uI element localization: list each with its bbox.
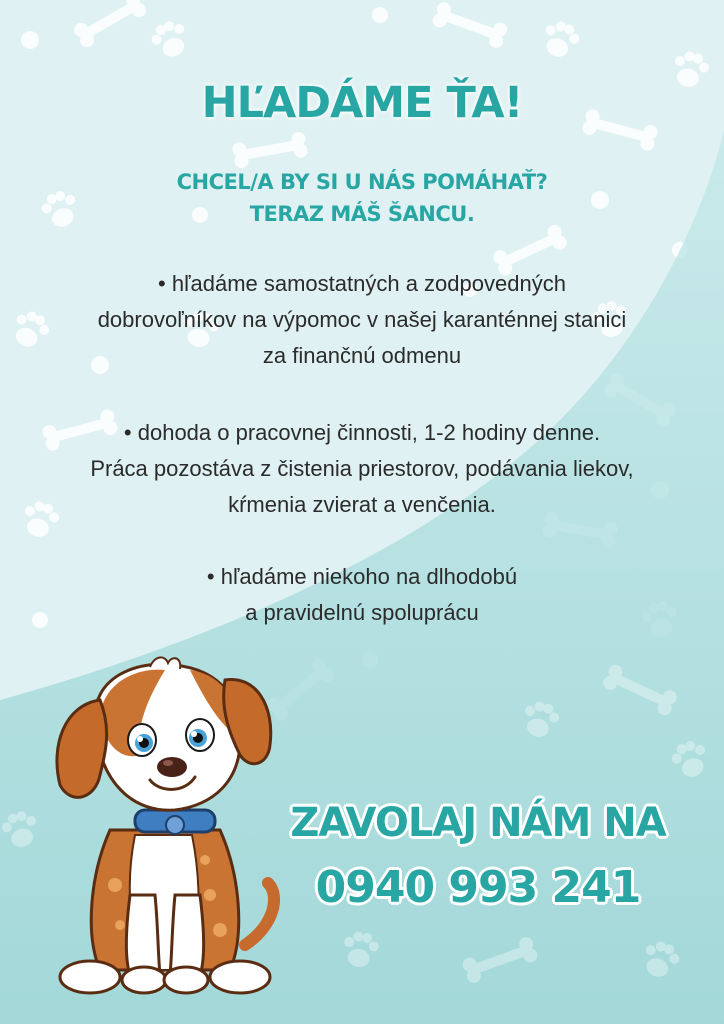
poster-subtitle — [0, 166, 724, 230]
subtitle-line-1: CHCEL/A BY SI U NÁS POMÁHAŤ? — [176, 170, 548, 194]
bullet-line: • hľadáme niekoho na dlhodobú — [206, 564, 518, 589]
phone-number[interactable]: 0940 993 241 — [315, 862, 641, 913]
bullet-long-term — [0, 559, 724, 631]
poster-title: HĽADÁME ŤA! — [201, 78, 523, 128]
bullet-volunteers — [0, 266, 724, 374]
bullet-line: za finančnú odmenu — [262, 343, 462, 368]
bullet-line: Práca pozostáva z čistenia priestorov, podávania liekov, — [90, 456, 634, 481]
bullet-line: • dohoda o pracovnej činnosti, 1-2 hodiny denne. — [123, 420, 601, 445]
puppy-illustration — [40, 655, 290, 1000]
subtitle-line-2: TERAZ MÁŠ ŠANCU. — [249, 202, 475, 226]
bullet-agreement — [0, 415, 724, 523]
bullet-line: dobrovoľníkov na výpomoc v našej karanténnej stanici — [97, 307, 627, 332]
bullet-line: a pravidelnú spoluprácu — [245, 600, 479, 625]
call-to-action: ZAVOLAJ NÁM NA — [290, 800, 666, 846]
bullet-line: kŕmenia zvierat a venčenia. — [228, 492, 496, 517]
bullet-line: • hľadáme samostatných a zodpovedných — [158, 271, 566, 296]
